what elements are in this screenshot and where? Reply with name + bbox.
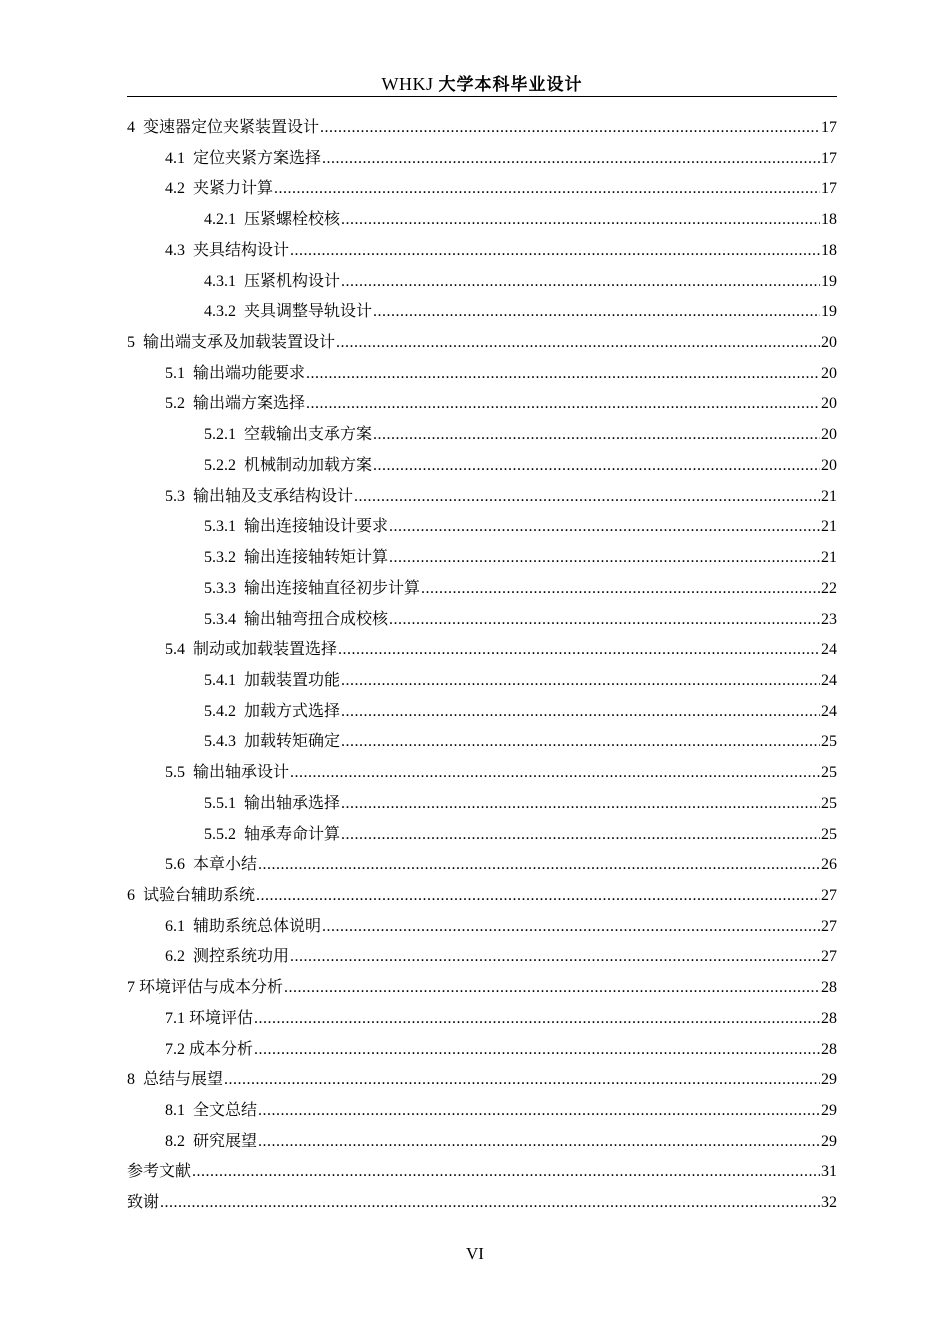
toc-entry-page: 21 bbox=[821, 549, 837, 567]
toc-entry[interactable] bbox=[127, 419, 837, 450]
toc-leader-dots bbox=[373, 297, 820, 328]
toc-entry-page: 28 bbox=[821, 1009, 837, 1027]
toc-entry-page: 25 bbox=[821, 825, 837, 843]
toc-entry-number: 6 bbox=[127, 886, 143, 904]
toc-entry-title: 夹具调整导轨设计 bbox=[244, 301, 373, 321]
toc-entry[interactable] bbox=[127, 112, 837, 143]
toc-leader-dots bbox=[258, 1096, 820, 1127]
toc-entry-number: 5.6 bbox=[165, 856, 193, 874]
toc-entry-page: 17 bbox=[821, 149, 837, 167]
toc-entry-page: 24 bbox=[821, 702, 837, 720]
toc-entry-page: 29 bbox=[821, 1071, 837, 1089]
toc-entry-number: 4 bbox=[127, 119, 143, 136]
toc-entry-number: 5.1 bbox=[165, 364, 193, 382]
toc-entry-title: 夹具结构设计 bbox=[193, 239, 290, 259]
toc-leader-dots bbox=[254, 1035, 820, 1066]
toc-leader-dots bbox=[373, 451, 820, 482]
toc-entry[interactable] bbox=[127, 204, 837, 235]
toc-entry[interactable] bbox=[127, 788, 837, 819]
toc-entry-page: 19 bbox=[821, 272, 837, 290]
toc-entry-title: 本章小结 bbox=[193, 854, 258, 874]
toc-entry-number: 4.1 bbox=[165, 149, 193, 167]
toc-entry[interactable] bbox=[127, 972, 837, 1003]
toc-entry-title: 轴承寿命计算 bbox=[244, 823, 341, 843]
toc-entry-page: 19 bbox=[821, 303, 837, 321]
toc-entry-number: 8 bbox=[127, 1071, 143, 1089]
toc-entry-title: 全文总结 bbox=[193, 1100, 258, 1119]
toc-leader-dots bbox=[341, 666, 820, 697]
toc-entry[interactable] bbox=[127, 542, 837, 573]
toc-entry-title: 研究展望 bbox=[193, 1130, 258, 1150]
toc-entry-page: 28 bbox=[821, 979, 837, 997]
toc-entry-page: 27 bbox=[821, 917, 837, 935]
toc-entry[interactable] bbox=[127, 819, 837, 850]
toc-entry-page: 25 bbox=[821, 733, 837, 751]
toc-entry-number: 4.3.1 bbox=[204, 272, 244, 290]
toc-entry-number: 6.1 bbox=[165, 917, 193, 935]
toc-entry-title: 环境评估 bbox=[189, 1007, 254, 1027]
toc-entry-title: 加载转矩确定 bbox=[244, 731, 341, 751]
toc-entry-page: 32 bbox=[821, 1194, 837, 1212]
toc-leader-dots bbox=[336, 328, 820, 359]
toc-leader-dots bbox=[341, 727, 820, 758]
page-header bbox=[127, 70, 837, 97]
toc-leader-dots bbox=[373, 420, 820, 451]
toc-entry-title: 输出轴承设计 bbox=[193, 762, 290, 782]
toc-entry[interactable] bbox=[127, 634, 837, 665]
toc-entry[interactable] bbox=[127, 143, 837, 174]
toc-entry-title: 加载装置功能 bbox=[244, 669, 341, 689]
toc-entry[interactable] bbox=[127, 665, 837, 696]
toc-entry-number: 7 bbox=[127, 979, 139, 997]
toc-entry-number: 4.2 bbox=[165, 180, 193, 198]
toc-entry[interactable] bbox=[127, 1126, 837, 1157]
toc-entry[interactable] bbox=[127, 880, 837, 911]
toc-entry[interactable] bbox=[127, 726, 837, 757]
toc-entry-title: 测控系统功用 bbox=[193, 946, 290, 966]
toc-entry[interactable] bbox=[127, 296, 837, 327]
toc-entry-number: 5.4 bbox=[165, 641, 193, 659]
toc-entry[interactable] bbox=[127, 849, 837, 880]
toc-entry[interactable] bbox=[127, 481, 837, 512]
toc-entry-number: 8.2 bbox=[165, 1132, 193, 1150]
toc-entry-title: 输出轴弯扭合成校核 bbox=[244, 608, 389, 628]
toc-entry-number: 5 bbox=[127, 334, 143, 352]
toc-leader-dots bbox=[306, 389, 820, 420]
toc-entry-page: 24 bbox=[821, 671, 837, 689]
page-number: VI bbox=[466, 1244, 484, 1263]
toc-entry-number: 5.3.2 bbox=[204, 549, 244, 567]
toc-entry[interactable] bbox=[127, 1156, 837, 1187]
toc-entry-number: 8.1 bbox=[165, 1102, 193, 1119]
toc-leader-dots bbox=[284, 973, 820, 1004]
toc-entry-number: 6.2 bbox=[165, 948, 193, 966]
toc-entry[interactable] bbox=[127, 511, 837, 542]
toc-entry[interactable] bbox=[127, 1034, 837, 1065]
toc-leader-dots bbox=[224, 1065, 820, 1096]
toc-leader-dots bbox=[290, 236, 820, 267]
toc-leader-dots bbox=[354, 482, 820, 513]
toc-entry[interactable] bbox=[127, 696, 837, 727]
toc-entry-title: 总结与展望 bbox=[143, 1069, 224, 1089]
toc-entry-title: 致谢 bbox=[127, 1192, 160, 1212]
toc-entry-title: 输出连接轴直径初步计算 bbox=[244, 577, 421, 597]
toc-entry-title: 输出轴承选择 bbox=[244, 792, 341, 812]
toc-entry[interactable] bbox=[127, 911, 837, 942]
toc-entry-title: 试验台辅助系统 bbox=[143, 884, 256, 904]
toc-leader-dots bbox=[421, 574, 820, 605]
toc-entry-page: 20 bbox=[821, 426, 837, 444]
header-school-code: WHKJ bbox=[381, 74, 434, 94]
toc-entry-page: 31 bbox=[821, 1163, 837, 1181]
toc-entry-number: 5.2 bbox=[165, 395, 193, 413]
toc-entry-page: 21 bbox=[821, 487, 837, 505]
toc-entry-title: 成本分析 bbox=[189, 1038, 254, 1058]
toc-entry-number: 5.5 bbox=[165, 764, 193, 782]
toc-entry[interactable] bbox=[127, 757, 837, 788]
toc-entry-title: 定位夹紧方案选择 bbox=[193, 147, 322, 167]
toc-leader-dots bbox=[389, 512, 820, 543]
toc-entry-number: 4.3 bbox=[165, 241, 193, 259]
toc-entry-page: 20 bbox=[821, 395, 837, 413]
toc-entry-title: 参考文献 bbox=[127, 1161, 192, 1181]
toc-entry-number: 5.5.2 bbox=[204, 825, 244, 843]
toc-leader-dots bbox=[389, 605, 820, 636]
toc-entry[interactable] bbox=[127, 573, 837, 604]
toc-entry-title: 输出端支承及加载装置设计 bbox=[143, 332, 336, 352]
toc-leader-dots bbox=[256, 881, 820, 912]
table-of-contents bbox=[127, 112, 837, 1218]
toc-leader-dots bbox=[341, 697, 820, 728]
toc-leader-dots bbox=[306, 359, 820, 390]
toc-leader-dots bbox=[338, 635, 820, 666]
toc-entry-title: 输出端方案选择 bbox=[193, 393, 306, 413]
toc-entry[interactable] bbox=[127, 235, 837, 266]
toc-entry-title: 机械制动加载方案 bbox=[244, 454, 373, 474]
toc-entry[interactable] bbox=[127, 1095, 837, 1126]
toc-entry-page: 28 bbox=[821, 1040, 837, 1058]
toc-entry[interactable] bbox=[127, 327, 837, 358]
toc-entry[interactable] bbox=[127, 1003, 837, 1034]
toc-entry-page: 27 bbox=[821, 948, 837, 966]
toc-entry-title: 输出端功能要求 bbox=[193, 362, 306, 382]
toc-entry-page: 25 bbox=[821, 794, 837, 812]
toc-leader-dots bbox=[160, 1188, 820, 1219]
header-title: 大学本科毕业设计 bbox=[438, 75, 583, 95]
toc-entry-page: 27 bbox=[821, 886, 837, 904]
toc-entry[interactable] bbox=[127, 358, 837, 389]
toc-entry-page: 25 bbox=[821, 764, 837, 782]
toc-entry-page: 21 bbox=[821, 518, 837, 536]
toc-entry[interactable] bbox=[127, 450, 837, 481]
toc-leader-dots bbox=[341, 789, 820, 820]
toc-entry-page: 26 bbox=[821, 856, 837, 874]
toc-entry[interactable] bbox=[127, 173, 837, 204]
toc-leader-dots bbox=[341, 820, 820, 851]
toc-leader-dots bbox=[258, 850, 820, 881]
toc-leader-dots bbox=[258, 1127, 820, 1158]
toc-entry-page: 20 bbox=[821, 334, 837, 352]
toc-entry-page: 18 bbox=[821, 241, 837, 259]
toc-leader-dots bbox=[341, 205, 820, 236]
toc-entry-number: 5.4.1 bbox=[204, 671, 244, 689]
toc-entry[interactable] bbox=[127, 388, 837, 419]
toc-entry-number: 5.3 bbox=[165, 487, 193, 505]
toc-leader-dots bbox=[274, 174, 820, 205]
toc-entry-page: 17 bbox=[821, 119, 837, 136]
toc-entry-number: 5.3.1 bbox=[204, 518, 244, 536]
toc-entry-title: 输出轴及支承结构设计 bbox=[193, 485, 354, 505]
toc-entry-title: 夹紧力计算 bbox=[193, 178, 274, 198]
toc-entry-number: 5.2.2 bbox=[204, 456, 244, 474]
toc-entry-page: 22 bbox=[821, 579, 837, 597]
toc-entry-page: 29 bbox=[821, 1132, 837, 1150]
toc-entry[interactable] bbox=[127, 1187, 837, 1218]
toc-entry[interactable] bbox=[127, 941, 837, 972]
toc-entry-number: 5.3.4 bbox=[204, 610, 244, 628]
toc-entry-title: 压紧螺栓校核 bbox=[244, 209, 341, 229]
toc-entry-page: 23 bbox=[821, 610, 837, 628]
toc-entry-number: 7.1 bbox=[165, 1009, 189, 1027]
toc-entry-title: 输出连接轴设计要求 bbox=[244, 516, 389, 536]
toc-entry-title: 制动或加载装置选择 bbox=[193, 639, 338, 659]
toc-entry-title: 输出连接轴转矩计算 bbox=[244, 547, 389, 567]
toc-entry-number: 4.3.2 bbox=[204, 303, 244, 321]
toc-entry-page: 20 bbox=[821, 364, 837, 382]
toc-entry-title: 空载输出支承方案 bbox=[244, 424, 373, 444]
toc-entry-page: 24 bbox=[821, 641, 837, 659]
toc-entry-page: 20 bbox=[821, 456, 837, 474]
toc-entry-title: 变速器定位夹紧装置设计 bbox=[143, 117, 320, 136]
toc-entry[interactable] bbox=[127, 266, 837, 297]
toc-leader-dots bbox=[320, 113, 820, 144]
toc-entry-number: 5.5.1 bbox=[204, 794, 244, 812]
toc-entry-number: 5.4.3 bbox=[204, 733, 244, 751]
toc-entry-number: 7.2 bbox=[165, 1040, 189, 1058]
toc-leader-dots bbox=[322, 912, 820, 943]
toc-leader-dots bbox=[192, 1157, 820, 1188]
toc-leader-dots bbox=[322, 144, 820, 175]
toc-entry-number: 4.2.1 bbox=[204, 211, 244, 229]
toc-leader-dots bbox=[290, 758, 820, 789]
toc-entry-page: 18 bbox=[821, 211, 837, 229]
toc-entry-title: 加载方式选择 bbox=[244, 700, 341, 720]
toc-entry-page: 17 bbox=[821, 180, 837, 198]
toc-entry[interactable] bbox=[127, 1064, 837, 1095]
toc-entry-page: 29 bbox=[821, 1102, 837, 1119]
toc-leader-dots bbox=[341, 267, 820, 298]
toc-entry-title: 辅助系统总体说明 bbox=[193, 915, 322, 935]
toc-entry-number: 5.4.2 bbox=[204, 702, 244, 720]
toc-entry-title: 环境评估与成本分析 bbox=[139, 977, 284, 997]
toc-entry[interactable] bbox=[127, 604, 837, 635]
toc-entry-title: 压紧机构设计 bbox=[244, 270, 341, 290]
toc-leader-dots bbox=[254, 1004, 820, 1035]
toc-leader-dots bbox=[389, 543, 820, 574]
toc-entry-number: 5.2.1 bbox=[204, 426, 244, 444]
toc-entry-number: 5.3.3 bbox=[204, 579, 244, 597]
toc-leader-dots bbox=[290, 942, 820, 973]
